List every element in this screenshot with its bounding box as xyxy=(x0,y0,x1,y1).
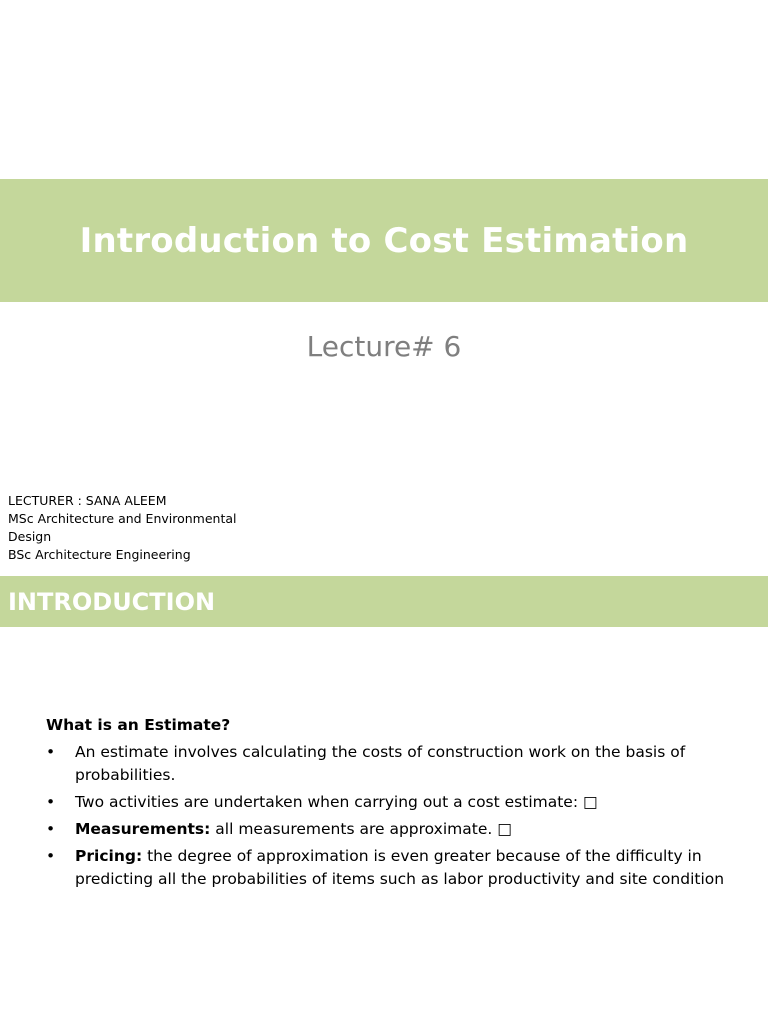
list-item xyxy=(46,845,726,891)
list-item xyxy=(46,818,726,841)
slide-content xyxy=(46,714,726,895)
slide-title: Introduction to Cost Estimation xyxy=(79,220,689,261)
title-banner xyxy=(0,179,768,302)
lecture-number: Lecture# 6 xyxy=(306,330,462,363)
lecturer-info xyxy=(8,492,248,564)
lecturer-degree-msc: MSc Architecture and Environmental xyxy=(8,511,237,526)
list-item xyxy=(46,741,726,787)
bullet-text: all measurements are approximate. □ xyxy=(210,820,512,838)
bullet-list xyxy=(46,741,726,891)
bullet-text: An estimate involves calculating the costs of construction work on the basis of probabilities. xyxy=(75,743,686,784)
bullet-icon: • xyxy=(46,847,56,865)
section-heading: INTRODUCTION xyxy=(8,587,216,616)
bullet-icon: • xyxy=(46,743,56,761)
lecturer-degree-msc-cont: Design xyxy=(8,529,52,544)
section-banner xyxy=(0,576,768,627)
bullet-text: the degree of approximation is even greater because of the difficulty in predicting all the probabilities of items such as labor productivity and site condition xyxy=(75,847,725,888)
bullet-icon: • xyxy=(46,820,56,838)
lecturer-degree-bsc: BSc Architecture Engineering xyxy=(8,547,191,562)
bullet-icon: • xyxy=(46,793,56,811)
bullet-term: Pricing: xyxy=(75,847,143,865)
bullet-text: Two activities are undertaken when carrying out a cost estimate: □ xyxy=(75,793,598,811)
lecturer-name: LECTURER : SANA ALEEM xyxy=(8,493,167,508)
bullet-term: Measurements: xyxy=(75,820,211,838)
question-heading: What is an Estimate? xyxy=(46,716,231,734)
list-item xyxy=(46,791,726,814)
